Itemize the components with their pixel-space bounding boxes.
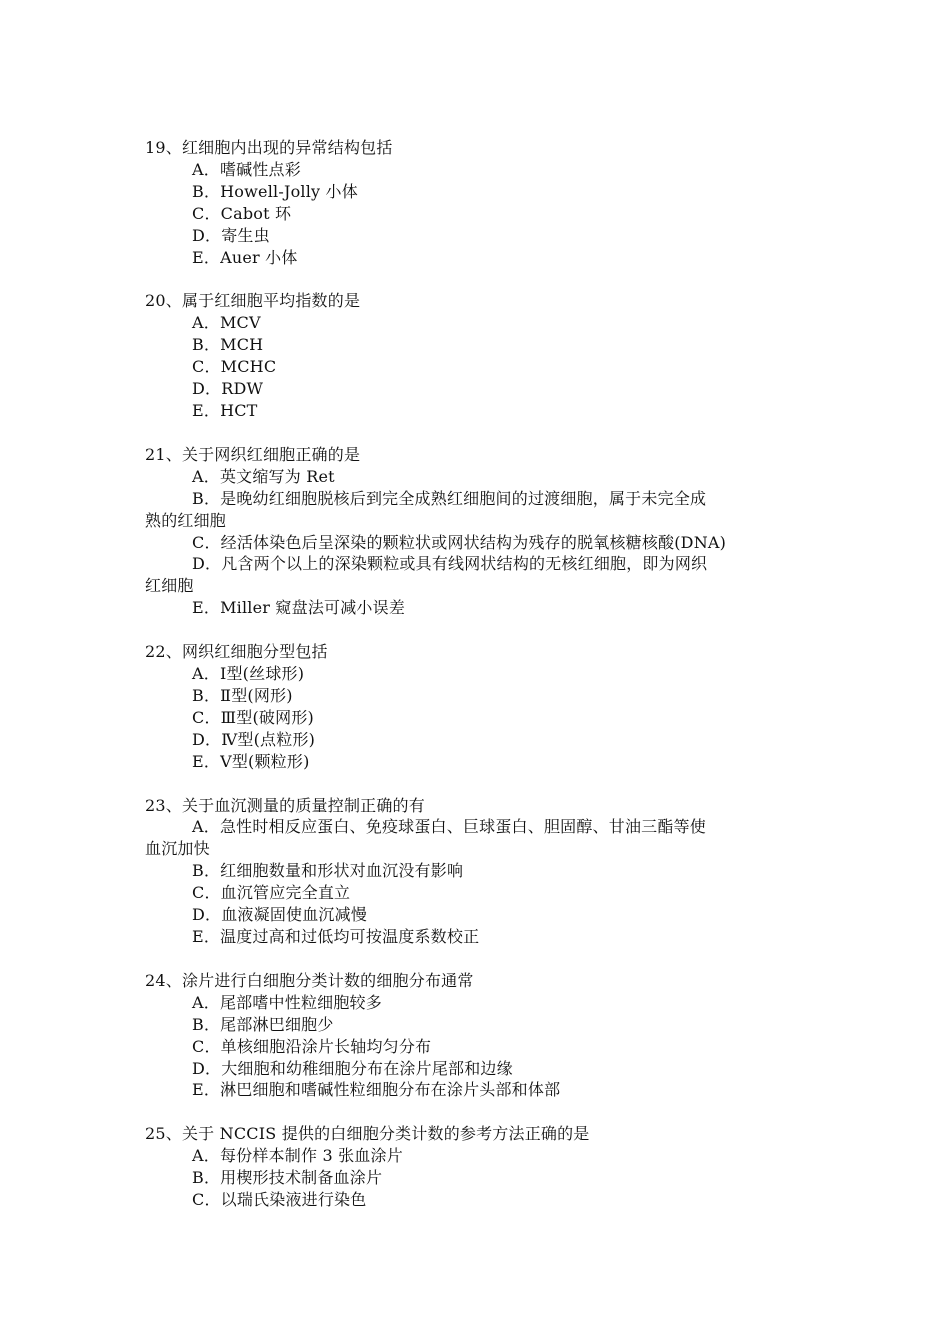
question-stem: 24、涂片进行白细胞分类计数的细胞分布通常 bbox=[145, 970, 474, 990]
answer-option bbox=[145, 1014, 810, 1036]
question-item bbox=[145, 641, 810, 772]
answer-option bbox=[145, 597, 810, 619]
option-text: A．每份样本制作 3 张血涂片 bbox=[192, 1146, 403, 1166]
question-item bbox=[145, 1123, 810, 1211]
answer-option bbox=[145, 312, 810, 334]
answer-option bbox=[145, 553, 810, 597]
answer-option bbox=[145, 400, 810, 422]
answer-option bbox=[145, 663, 810, 685]
option-text-continuation: 红细胞 bbox=[145, 576, 194, 596]
answer-option bbox=[145, 159, 810, 181]
answer-option bbox=[145, 466, 810, 488]
option-text: D．RDW bbox=[192, 379, 264, 399]
answer-option bbox=[145, 1189, 810, 1211]
option-text: A．嗜碱性点彩 bbox=[192, 159, 301, 179]
answer-option bbox=[145, 488, 810, 532]
answer-option bbox=[145, 729, 810, 751]
option-text: B．是晚幼红细胞脱核后到完全成熟红细胞间的过渡细胞，属于未完全成 bbox=[192, 488, 707, 508]
answer-option bbox=[145, 1036, 810, 1058]
answer-option bbox=[145, 751, 810, 773]
answer-option bbox=[145, 334, 810, 356]
question-stem: 22、网织红细胞分型包括 bbox=[145, 642, 328, 662]
option-text: B．Howell-Jolly 小体 bbox=[192, 181, 358, 201]
option-text: B．Ⅱ型(网形) bbox=[192, 685, 293, 705]
option-text: C．经活体染色后呈深染的颗粒状或网状结构为残存的脱氧核糖核酸(DNA) bbox=[192, 532, 727, 552]
option-text: C．Cabot 环 bbox=[192, 203, 292, 223]
option-text: C．以瑞氏染液进行染色 bbox=[192, 1190, 367, 1210]
option-text: D．Ⅳ型(点粒形) bbox=[192, 729, 316, 749]
question-item bbox=[145, 290, 810, 421]
answer-option bbox=[145, 685, 810, 707]
question-stem: 20、属于红细胞平均指数的是 bbox=[145, 291, 361, 311]
answer-option bbox=[145, 816, 810, 860]
option-text: C．单核细胞沿涂片长轴均匀分布 bbox=[192, 1036, 432, 1056]
answer-option bbox=[145, 1167, 810, 1189]
question-stem: 21、关于网织红细胞正确的是 bbox=[145, 444, 361, 464]
answer-option bbox=[145, 1145, 810, 1167]
answer-option bbox=[145, 1079, 810, 1101]
option-text: C．血沉管应完全直立 bbox=[192, 883, 351, 903]
answer-option bbox=[145, 882, 810, 904]
answer-option bbox=[145, 904, 810, 926]
answer-option bbox=[145, 860, 810, 882]
option-text: A．尾部嗜中性粒细胞较多 bbox=[192, 992, 382, 1012]
option-text: C．MCHC bbox=[192, 357, 277, 377]
question-item bbox=[145, 137, 810, 268]
option-text: E．淋巴细胞和嗜碱性粒细胞分布在涂片头部和体部 bbox=[192, 1080, 561, 1100]
option-text: D．凡含两个以上的深染颗粒或具有线网状结构的无核红细胞，即为网织 bbox=[192, 554, 708, 574]
answer-option bbox=[145, 247, 810, 269]
answer-option bbox=[145, 181, 810, 203]
option-text: E．Ⅴ型(颗粒形) bbox=[192, 751, 310, 771]
option-text: D．大细胞和幼稚细胞分布在涂片尾部和边缘 bbox=[192, 1058, 513, 1078]
option-text: B．红细胞数量和形状对血沉没有影响 bbox=[192, 861, 464, 881]
option-text: E．HCT bbox=[192, 400, 258, 420]
option-text: A．英文缩写为 Ret bbox=[192, 466, 335, 486]
answer-option bbox=[145, 532, 810, 554]
option-text: E．Miller 窥盘法可减小误差 bbox=[192, 598, 406, 618]
answer-option bbox=[145, 225, 810, 247]
answer-option bbox=[145, 356, 810, 378]
option-text: A．Ⅰ型(丝球形) bbox=[192, 664, 305, 684]
answer-option bbox=[145, 378, 810, 400]
answer-option bbox=[145, 203, 810, 225]
question-item bbox=[145, 970, 810, 1101]
answer-option bbox=[145, 926, 810, 948]
option-text: B．尾部淋巴细胞少 bbox=[192, 1014, 334, 1034]
option-text: B．用楔形技术制备血涂片 bbox=[192, 1168, 383, 1188]
option-text: B．MCH bbox=[192, 335, 264, 355]
option-text: D．寄生虫 bbox=[192, 225, 270, 245]
question-stem: 19、红细胞内出现的异常结构包括 bbox=[145, 138, 393, 157]
option-text: A．MCV bbox=[192, 313, 261, 333]
question-item bbox=[145, 444, 810, 619]
option-text: C．Ⅲ型(破网形) bbox=[192, 707, 314, 727]
option-text-continuation: 熟的红细胞 bbox=[145, 510, 227, 530]
question-stem: 25、关于 NCCIS 提供的白细胞分类计数的参考方法正确的是 bbox=[145, 1124, 590, 1144]
question-stem: 23、关于血沉测量的质量控制正确的有 bbox=[145, 795, 425, 815]
option-text: D．血液凝固使血沉减慢 bbox=[192, 905, 368, 925]
answer-option bbox=[145, 707, 810, 729]
option-text: E．Auer 小体 bbox=[192, 247, 298, 267]
answer-option bbox=[145, 1058, 810, 1080]
question-list bbox=[145, 137, 810, 1233]
option-text: E．温度过高和过低均可按温度系数校正 bbox=[192, 927, 480, 946]
answer-option bbox=[145, 992, 810, 1014]
question-item bbox=[145, 795, 810, 948]
option-text: A．急性时相反应蛋白、免疫球蛋白、巨球蛋白、胆固醇、甘油三酯等使 bbox=[192, 817, 706, 837]
option-text-continuation: 血沉加快 bbox=[145, 839, 210, 859]
